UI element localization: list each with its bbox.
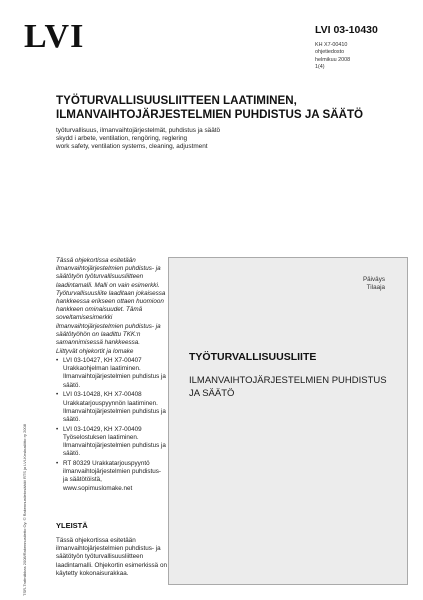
related-card-item: • LVI 03-10429, KH X7-00409 Työselostuksen laatiminen. Ilmanvaihtojärjestelmien puhdistus ja säätö.: [56, 426, 166, 459]
keyword-line-fi: työturvallisuus, ilmanvaihtojärjestelmät, puhdistus ja säätö: [56, 127, 221, 134]
keyword-line-en: work safety, ventilation systems, cleaning, adjustment: [56, 143, 208, 150]
intro-paragraph: Tässä ohjekortissa esitetään ilmanvaihtojärjestelmien puhdistus- ja säätötyön työturvallisuusliitteen laadintamalli. Malli on vain esimerkki. Työturvallisuusliite laaditaan jokaisessa hankkeessa erikseen ottaen huomioon hankkeen ominaisuudet. Tämä soveltamisesimerkki ilmanvaihtojärjestelmien puhdistus- ja säätötyöhön on laadittu TKK:n samannimisessä hankkeessa.: [56, 257, 166, 347]
document-code: LVI 03-10430: [315, 24, 378, 36]
document-title: [56, 94, 396, 122]
box-title: TYÖTURVALLISUUSLIITE: [189, 351, 317, 363]
meta-line: ohjetiedosto: [315, 49, 345, 56]
title-line: ILMANVAIHTOJÄRJESTELMIEN PUHDISTUS JA SÄÄTÖ: [56, 108, 364, 121]
date-label: Päiväys: [362, 276, 385, 283]
box-subtitle: ILMANVAIHTOJÄRJESTELMIEN PUHDISTUS JA SÄÄTÖ: [189, 375, 387, 399]
keyword-line-sv: skydd i arbete, ventilation, rengöring, reglering: [56, 135, 188, 142]
meta-line: 1(4): [315, 64, 325, 71]
meta-line: KH X7-00410: [315, 42, 348, 48]
intro-text: [56, 257, 166, 347]
related-card-item: • RT 80329 Urakkatarjouspyyntö ilmanvaihtojärjestelmien puhdistus- ja säätötöistä, www.sopimuslomake.net: [56, 460, 166, 493]
section-heading-general: YLEISTÄ: [56, 521, 88, 530]
related-card-item: • LVI 03-10428, KH X7-00408 Urakkatarjouspyynnön laatiminen. Ilmanvaihtojärjestelmien puhdistus ja säätö.: [56, 391, 166, 424]
lvi-logo: LVI: [24, 18, 85, 55]
related-cards-list: [56, 357, 166, 494]
title-line: TYÖTURVALLISUUSLIITTEEN LAATIMINEN,: [56, 94, 297, 107]
document-meta: [315, 42, 350, 72]
cover-sheet-box: [168, 257, 408, 585]
related-card-item: • LVI 03-10427, KH X7-00407 Urakkaohjelman laatiminen. Ilmanvaihtojärjestelmien puhdistus ja säätö.: [56, 357, 166, 390]
section-body-general: Tässä ohjekortissa esitetään ilmanvaihtojärjestelmien puhdistus- ja säätötyön työturvallisuusliitteen laadintamalli. Ohjekortin esimerkissä on käytetty kokonaisurakkaa.: [56, 537, 167, 577]
keywords: [56, 127, 220, 151]
meta-line: helmikuu 2008: [315, 56, 351, 63]
related-cards-heading: Liittyvät ohjekortit ja lomake: [56, 348, 134, 355]
box-meta: [363, 276, 385, 292]
copyright-sidebar: TSR-Trafmiikkas 2008/Rakennustietto Oy. © Rakennustietosäätiö RTS ja LVI-Keskusliitto ry 2008: [22, 424, 27, 596]
client-label: Tilaaja: [366, 284, 385, 292]
